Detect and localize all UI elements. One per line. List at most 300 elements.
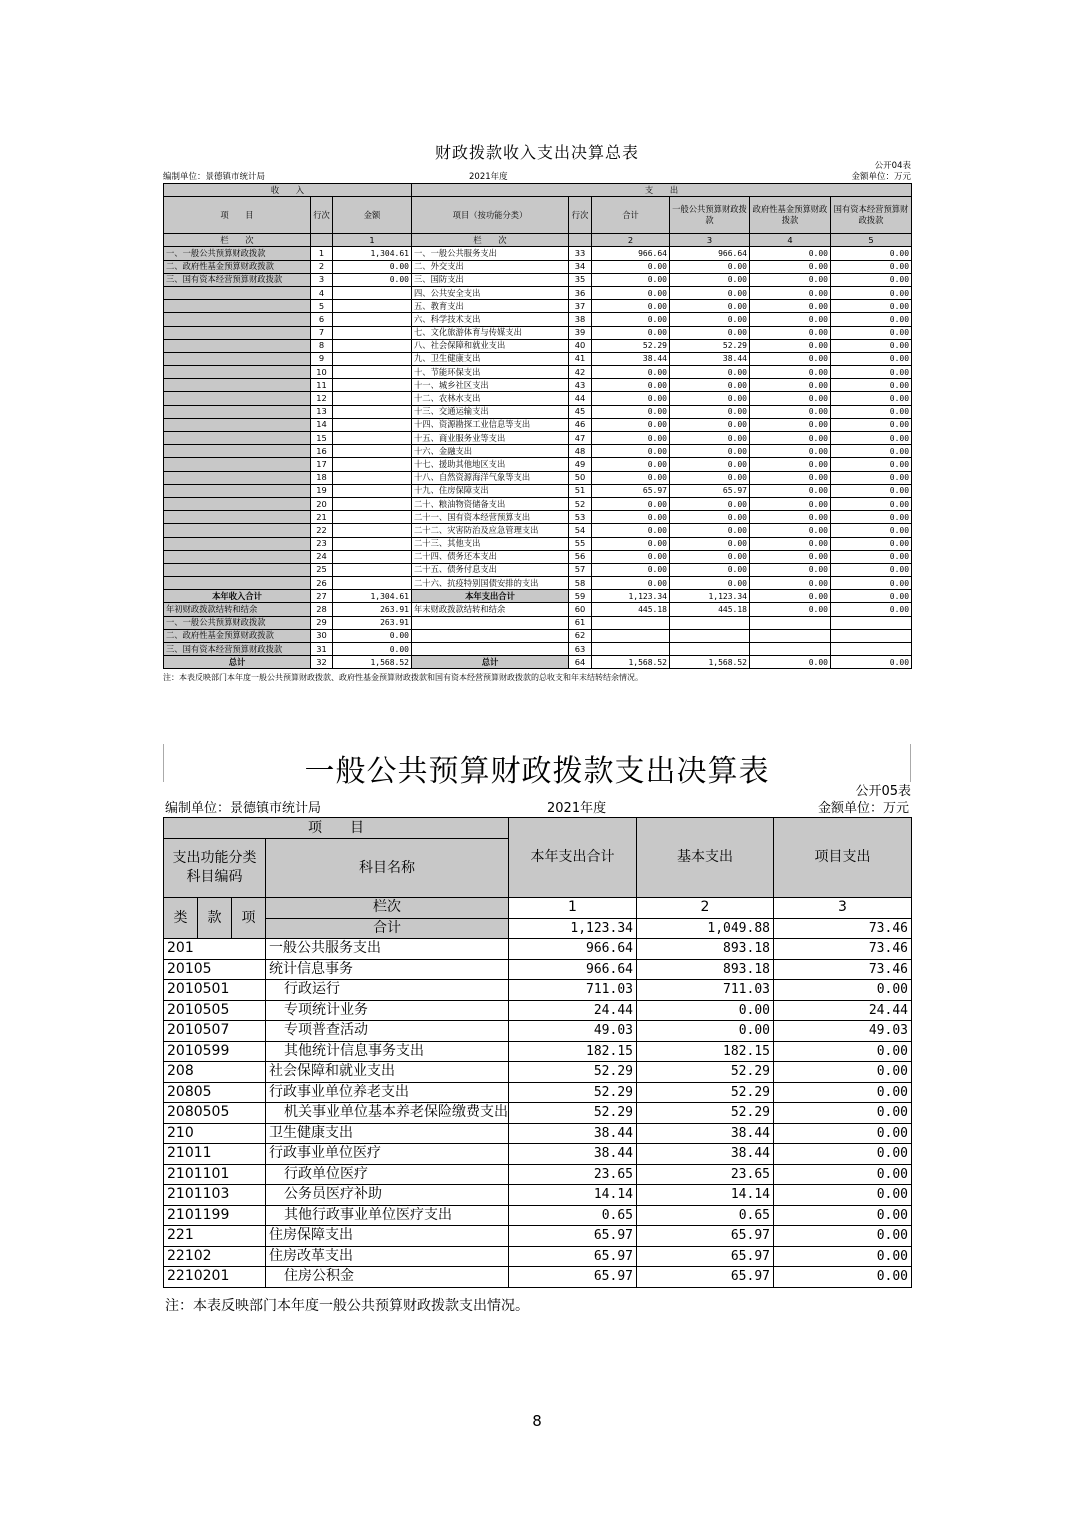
- income-amount: [333, 313, 412, 326]
- subject-name: 专项普查活动: [266, 1021, 509, 1042]
- table2-row: [164, 1144, 912, 1165]
- row-project: 0.00: [774, 1267, 912, 1288]
- row-total: 38.44: [509, 1144, 637, 1165]
- expense-line: 42: [569, 366, 592, 379]
- income-item: 二、政府性基金预算财政拨款: [164, 629, 311, 642]
- subject-name: 机关事业单位基本养老保险缴费支出: [266, 1103, 509, 1124]
- table1-row: [164, 379, 912, 392]
- row-total: 23.65: [509, 1164, 637, 1185]
- row-total: 52.29: [509, 1062, 637, 1083]
- expense-total: 0.00: [592, 524, 670, 537]
- col-4: 4: [750, 234, 831, 247]
- hdr2-basic: 基本支出: [637, 818, 774, 898]
- expense-item: 三、国防支出: [412, 273, 569, 286]
- expense-fund: 0.00: [750, 418, 831, 431]
- expense-line: 50: [569, 471, 592, 484]
- subject-code: 2010505: [164, 1000, 266, 1021]
- income-item: [164, 497, 311, 510]
- expense-general: 52.29: [670, 339, 750, 352]
- row-total: 52.29: [509, 1103, 637, 1124]
- expense-general: 0.00: [670, 445, 750, 458]
- expense-general: 445.18: [670, 603, 750, 616]
- expense-item: [412, 643, 569, 656]
- expense-general: 966.64: [670, 247, 750, 260]
- expense-item: 十六、金融支出: [412, 445, 569, 458]
- expense-general: 0.00: [670, 418, 750, 431]
- expense-general: 0.00: [670, 577, 750, 590]
- income-line: 32: [311, 656, 333, 669]
- subject-name: 社会保障和就业支出: [266, 1062, 509, 1083]
- table1-row: [164, 550, 912, 563]
- expense-state: 0.00: [831, 445, 912, 458]
- income-amount: 1,304.61: [333, 590, 412, 603]
- expense-fund: 0.00: [750, 445, 831, 458]
- expense-item: 二十三、其他支出: [412, 537, 569, 550]
- subject-code: 2101199: [164, 1205, 266, 1226]
- expense-item: [412, 616, 569, 629]
- expense-item: 总计: [412, 656, 569, 669]
- expense-fund: 0.00: [750, 405, 831, 418]
- expense-fund: 0.00: [750, 550, 831, 563]
- expense-line: 44: [569, 392, 592, 405]
- expense-item: 十九、住房保障支出: [412, 484, 569, 497]
- expense-total: [592, 643, 670, 656]
- table1-row: [164, 511, 912, 524]
- hdr2-kuan: 款: [198, 898, 232, 939]
- expense-general: 0.00: [670, 326, 750, 339]
- expense-line: 49: [569, 458, 592, 471]
- income-item: 二、政府性基金预算财政拨款: [164, 260, 311, 273]
- income-line: 14: [311, 418, 333, 431]
- table1-row: [164, 577, 912, 590]
- income-item: 一、一般公共预算财政拨款: [164, 247, 311, 260]
- table1-row: [164, 313, 912, 326]
- row-total: 24.44: [509, 1000, 637, 1021]
- expense-fund: 0.00: [750, 379, 831, 392]
- expense-fund: 0.00: [750, 524, 831, 537]
- expense-fund: 0.00: [750, 563, 831, 576]
- income-line: 13: [311, 405, 333, 418]
- expense-item: 五、教育支出: [412, 300, 569, 313]
- income-item: [164, 458, 311, 471]
- table2-row: [164, 1205, 912, 1226]
- expense-item: 十八、自然资源海洋气象等支出: [412, 471, 569, 484]
- row-basic: 65.97: [637, 1267, 774, 1288]
- row-total: 65.97: [509, 1246, 637, 1267]
- expense-item: 四、公共安全支出: [412, 286, 569, 299]
- expense-state: 0.00: [831, 471, 912, 484]
- expense-general: 0.00: [670, 286, 750, 299]
- row-basic: 0.00: [637, 1021, 774, 1042]
- table2-row: [164, 959, 912, 980]
- col-5: 5: [831, 234, 912, 247]
- expense-item: 九、卫生健康支出: [412, 352, 569, 365]
- income-item: [164, 286, 311, 299]
- income-amount: [333, 537, 412, 550]
- income-item: [164, 300, 311, 313]
- income-amount: [333, 577, 412, 590]
- row-project: 73.46: [774, 939, 912, 960]
- income-line: 31: [311, 643, 333, 656]
- expense-item: 八、社会保障和就业支出: [412, 339, 569, 352]
- income-item: 三、国有资本经营预算财政拨款: [164, 643, 311, 656]
- general-budget-expense-body: [164, 818, 912, 1288]
- expense-total: 52.29: [592, 339, 670, 352]
- expense-total: 0.00: [592, 537, 670, 550]
- subject-name: 公务员医疗补助: [266, 1185, 509, 1206]
- expense-state: 0.00: [831, 484, 912, 497]
- expense-total: 1,123.34: [592, 590, 670, 603]
- col-blank: [311, 234, 333, 247]
- table1-row: [164, 366, 912, 379]
- expense-fund: 0.00: [750, 497, 831, 510]
- expense-line: 58: [569, 577, 592, 590]
- row-total: 711.03: [509, 980, 637, 1001]
- expense-line: 40: [569, 339, 592, 352]
- row-total: 52.29: [509, 1082, 637, 1103]
- subject-name: 行政事业单位养老支出: [266, 1082, 509, 1103]
- row-total: 49.03: [509, 1021, 637, 1042]
- income-line: 24: [311, 550, 333, 563]
- table1-amount-unit: 金额单位：万元: [851, 172, 911, 182]
- expense-line: 33: [569, 247, 592, 260]
- hdr-income: 收 入: [164, 184, 412, 197]
- table2-year: 2021年度: [547, 801, 607, 816]
- row-basic: 182.15: [637, 1041, 774, 1062]
- expense-item: [412, 629, 569, 642]
- expense-item: 十七、援助其他地区支出: [412, 458, 569, 471]
- table1-row: [164, 300, 912, 313]
- subject-code: 2010501: [164, 980, 266, 1001]
- table2-row: [164, 1123, 912, 1144]
- row-project: 0.00: [774, 1041, 912, 1062]
- expense-total: 0.00: [592, 418, 670, 431]
- row-project: 0.00: [774, 1246, 912, 1267]
- income-line: 9: [311, 352, 333, 365]
- table1-row: [164, 432, 912, 445]
- expense-fund: 0.00: [750, 656, 831, 669]
- row-basic: 711.03: [637, 980, 774, 1001]
- hdr2-col-3: 3: [774, 898, 912, 919]
- table1-row: [164, 471, 912, 484]
- expense-state: 0.00: [831, 497, 912, 510]
- expense-line: 51: [569, 484, 592, 497]
- expense-state: 0.00: [831, 418, 912, 431]
- income-line: 3: [311, 273, 333, 286]
- expense-item: 十、节能环保支出: [412, 366, 569, 379]
- income-line: 27: [311, 590, 333, 603]
- expense-total: 0.00: [592, 497, 670, 510]
- income-line: 6: [311, 313, 333, 326]
- row-total: 966.64: [509, 939, 637, 960]
- expense-fund: 0.00: [750, 511, 831, 524]
- expense-fund: 0.00: [750, 326, 831, 339]
- expense-general: 0.00: [670, 260, 750, 273]
- hdr2-col-1: 1: [509, 898, 637, 919]
- table1-row: [164, 445, 912, 458]
- expense-state: 0.00: [831, 577, 912, 590]
- row-basic: 893.18: [637, 959, 774, 980]
- subject-name: 住房保障支出: [266, 1226, 509, 1247]
- income-item: [164, 418, 311, 431]
- income-item: [164, 352, 311, 365]
- income-amount: 263.91: [333, 616, 412, 629]
- table2-header-row-1: [164, 818, 912, 839]
- hdr2-total: 本年支出合计: [509, 818, 637, 898]
- expense-fund: 0.00: [750, 366, 831, 379]
- subject-name: 一般公共服务支出: [266, 939, 509, 960]
- expense-state: 0.00: [831, 656, 912, 669]
- expense-state: [831, 643, 912, 656]
- row-project: 73.46: [774, 959, 912, 980]
- expense-total: 0.00: [592, 366, 670, 379]
- expense-item: 本年支出合计: [412, 590, 569, 603]
- expense-line: 60: [569, 603, 592, 616]
- expense-state: 0.00: [831, 366, 912, 379]
- expense-item: 二十二、灾害防治及应急管理支出: [412, 524, 569, 537]
- hdr2-col-2: 2: [637, 898, 774, 919]
- expense-item: 二十、粮油物资储备支出: [412, 497, 569, 510]
- hdr2-item: 项 目: [164, 818, 509, 839]
- row-basic: 0.00: [637, 1000, 774, 1021]
- expense-fund: 0.00: [750, 392, 831, 405]
- row-basic: 14.14: [637, 1185, 774, 1206]
- income-line: 5: [311, 300, 333, 313]
- expense-state: 0.00: [831, 511, 912, 524]
- income-item: 总计: [164, 656, 311, 669]
- expense-fund: 0.00: [750, 471, 831, 484]
- expense-item: 七、文化旅游体育与传媒支出: [412, 326, 569, 339]
- row-total: 14.14: [509, 1185, 637, 1206]
- expense-item: 一、一般公共服务支出: [412, 247, 569, 260]
- subject-code: 201: [164, 939, 266, 960]
- income-amount: 0.00: [333, 273, 412, 286]
- expense-general: 0.00: [670, 550, 750, 563]
- income-amount: [333, 524, 412, 537]
- subject-name: 卫生健康支出: [266, 1123, 509, 1144]
- expense-fund: 0.00: [750, 300, 831, 313]
- expense-line: 48: [569, 445, 592, 458]
- income-item: [164, 524, 311, 537]
- income-amount: [333, 511, 412, 524]
- expense-general: [670, 629, 750, 642]
- expense-total: 966.64: [592, 247, 670, 260]
- row-basic: 52.29: [637, 1082, 774, 1103]
- row-total: 65.97: [509, 1267, 637, 1288]
- expense-total: 0.00: [592, 445, 670, 458]
- income-line: 8: [311, 339, 333, 352]
- income-amount: [333, 326, 412, 339]
- expense-total: 445.18: [592, 603, 670, 616]
- income-line: 12: [311, 392, 333, 405]
- col-blank-expense: [569, 234, 592, 247]
- expense-fund: 0.00: [750, 590, 831, 603]
- col-1: 1: [333, 234, 412, 247]
- table2-row: [164, 1062, 912, 1083]
- table1-meta-row: [163, 172, 911, 183]
- subject-name: 其他行政事业单位医疗支出: [266, 1205, 509, 1226]
- income-item: [164, 577, 311, 590]
- table1-row: [164, 392, 912, 405]
- expense-line: 47: [569, 432, 592, 445]
- table2-row: [164, 980, 912, 1001]
- expense-general: 0.00: [670, 511, 750, 524]
- table2-form-no: 公开05表: [855, 784, 911, 799]
- table2-row: [164, 1267, 912, 1288]
- expense-state: 0.00: [831, 260, 912, 273]
- row-project: 49.03: [774, 1021, 912, 1042]
- expense-total: 0.00: [592, 392, 670, 405]
- expense-fund: 0.00: [750, 458, 831, 471]
- expense-line: 54: [569, 524, 592, 537]
- expense-state: 0.00: [831, 603, 912, 616]
- expense-fund: 0.00: [750, 352, 831, 365]
- expense-general: 1,123.34: [670, 590, 750, 603]
- expense-item: 二、外交支出: [412, 260, 569, 273]
- expense-item: 十四、资源勘探工业信息等支出: [412, 418, 569, 431]
- hdr-item: 项 目: [164, 197, 311, 234]
- expense-total: 0.00: [592, 432, 670, 445]
- table2-note: 注：本表反映部门本年度一般公共预算财政拨款支出情况。: [165, 1298, 529, 1314]
- income-line: 29: [311, 616, 333, 629]
- table1-row: [164, 643, 912, 656]
- general-budget-expense-table: [163, 817, 912, 1288]
- table1-header-row-2: [164, 197, 912, 234]
- expense-general: 1,568.52: [670, 656, 750, 669]
- subject-code: 210: [164, 1123, 266, 1144]
- income-amount: [333, 550, 412, 563]
- expense-line: 38: [569, 313, 592, 326]
- table1-row: [164, 537, 912, 550]
- table1-row: [164, 326, 912, 339]
- income-amount: [333, 471, 412, 484]
- row-basic: 38.44: [637, 1144, 774, 1165]
- table2-row: [164, 1103, 912, 1124]
- subject-code: 2101103: [164, 1185, 266, 1206]
- income-line: 20: [311, 497, 333, 510]
- income-item: [164, 405, 311, 418]
- income-item: [164, 563, 311, 576]
- row-project: 0.00: [774, 1226, 912, 1247]
- row-project: 0.00: [774, 1123, 912, 1144]
- expense-line: 61: [569, 616, 592, 629]
- expense-general: 0.00: [670, 471, 750, 484]
- hdr-general: 一般公共预算财政拨款: [670, 197, 750, 234]
- expense-fund: [750, 616, 831, 629]
- income-item: [164, 511, 311, 524]
- expense-state: 0.00: [831, 537, 912, 550]
- expense-total: [592, 616, 670, 629]
- expense-total: 38.44: [592, 352, 670, 365]
- income-amount: [333, 418, 412, 431]
- income-line: 23: [311, 537, 333, 550]
- col-2: 2: [592, 234, 670, 247]
- expense-item: 十三、交通运输支出: [412, 405, 569, 418]
- expense-item: 年末财政拨款结转和结余: [412, 603, 569, 616]
- expense-item: 二十六、抗疫特别国债安排的支出: [412, 577, 569, 590]
- income-line: 30: [311, 629, 333, 642]
- income-item: [164, 550, 311, 563]
- sum-project: 73.46: [774, 918, 912, 939]
- expense-state: 0.00: [831, 550, 912, 563]
- income-item: [164, 471, 311, 484]
- subject-code: 2010507: [164, 1021, 266, 1042]
- row-basic: 52.29: [637, 1103, 774, 1124]
- table1-header-row-1: [164, 184, 912, 197]
- expense-general: 0.00: [670, 405, 750, 418]
- expense-fund: [750, 643, 831, 656]
- expense-general: 0.00: [670, 537, 750, 550]
- expense-state: 0.00: [831, 563, 912, 576]
- income-amount: 0.00: [333, 260, 412, 273]
- subject-code: 22102: [164, 1246, 266, 1267]
- table1-row: [164, 339, 912, 352]
- table1-column-index-row: [164, 234, 912, 247]
- income-line: 7: [311, 326, 333, 339]
- table1-row: [164, 603, 912, 616]
- col-label: 栏 次: [164, 234, 311, 247]
- expense-fund: 0.00: [750, 432, 831, 445]
- income-line: 1: [311, 247, 333, 260]
- hdr2-col-label: 栏次: [266, 898, 509, 919]
- table2-unit-label: 编制单位：景德镇市统计局: [165, 801, 322, 816]
- table2-header-row-4: [164, 898, 912, 919]
- expense-fund: 0.00: [750, 273, 831, 286]
- income-amount: [333, 379, 412, 392]
- expense-general: 0.00: [670, 524, 750, 537]
- hdr2-code: 支出功能分类科目编码: [164, 839, 266, 898]
- subject-code: 2080505: [164, 1103, 266, 1124]
- expense-state: 0.00: [831, 352, 912, 365]
- subject-code: 20805: [164, 1082, 266, 1103]
- expense-line: 57: [569, 563, 592, 576]
- subject-name: 行政单位医疗: [266, 1164, 509, 1185]
- table1-form-no: 公开04表: [874, 161, 911, 171]
- row-total: 966.64: [509, 959, 637, 980]
- row-basic: 38.44: [637, 1123, 774, 1144]
- expense-line: 64: [569, 656, 592, 669]
- income-line: 18: [311, 471, 333, 484]
- income-item: 本年收入合计: [164, 590, 311, 603]
- row-basic: 52.29: [637, 1062, 774, 1083]
- table1-row: [164, 286, 912, 299]
- table2-title: 一般公共预算财政拨款支出决算表: [304, 754, 770, 789]
- expense-state: [831, 616, 912, 629]
- hdr2-xiang: 项: [232, 898, 266, 939]
- income-amount: [333, 432, 412, 445]
- subject-name: 其他统计信息事务支出: [266, 1041, 509, 1062]
- fiscal-summary-body: [164, 184, 912, 669]
- subject-code: 20105: [164, 959, 266, 980]
- income-line: 25: [311, 563, 333, 576]
- income-line: 16: [311, 445, 333, 458]
- expense-item: 二十四、债务还本支出: [412, 550, 569, 563]
- expense-total: 0.00: [592, 405, 670, 418]
- expense-line: 63: [569, 643, 592, 656]
- expense-fund: [750, 629, 831, 642]
- hdr2-lei: 类: [164, 898, 198, 939]
- table2-sum-row: [164, 918, 912, 939]
- income-amount: 1,304.61: [333, 247, 412, 260]
- expense-general: 0.00: [670, 313, 750, 326]
- expense-general: 38.44: [670, 352, 750, 365]
- income-item: [164, 445, 311, 458]
- expense-general: [670, 643, 750, 656]
- expense-line: 46: [569, 418, 592, 431]
- expense-fund: 0.00: [750, 247, 831, 260]
- income-line: 17: [311, 458, 333, 471]
- expense-general: 0.00: [670, 300, 750, 313]
